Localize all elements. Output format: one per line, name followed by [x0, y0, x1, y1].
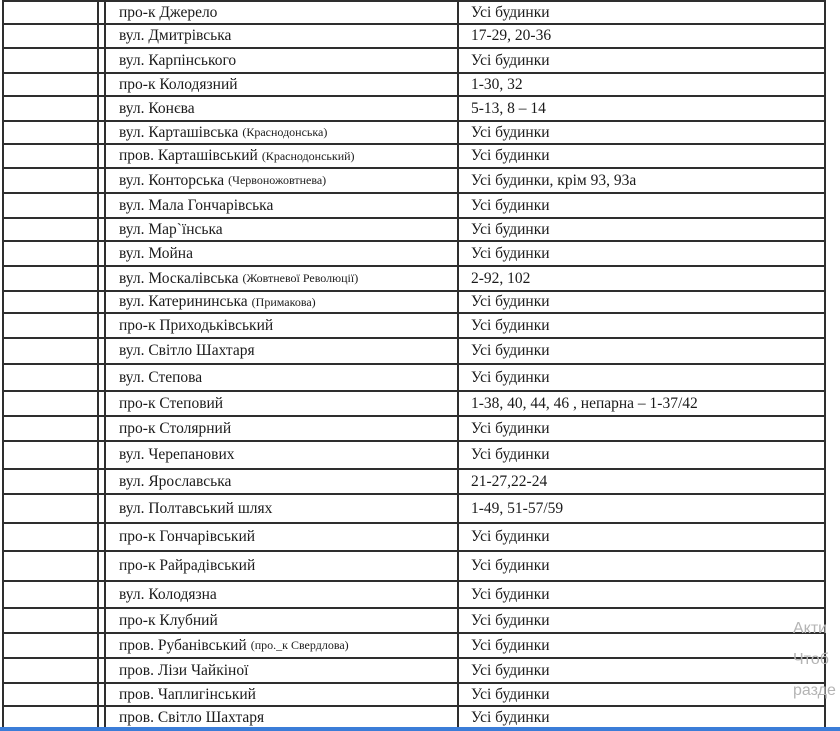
street-name: вул. Мар`їнська [119, 220, 223, 238]
houses-cell: Усі будинки [457, 292, 826, 312]
street-name: вул. Конторська [119, 171, 225, 189]
houses-cell: Усі будинки [457, 2, 826, 23]
street-cell [104, 524, 457, 550]
street-cell [104, 339, 457, 363]
houses-cell: Усі будинки [457, 659, 826, 682]
street-name: вул. Черепанових [119, 446, 235, 463]
table-row [2, 552, 826, 582]
street-alt-name: (Жовтневої Революції) [242, 271, 359, 285]
street-cell [104, 609, 457, 632]
table-row [2, 392, 826, 417]
empty-left-cell [2, 684, 99, 705]
street-cell [104, 194, 457, 217]
street-name: про-к Колодязний [119, 75, 238, 93]
street-cell [104, 659, 457, 682]
table-row [2, 292, 826, 314]
watermark-line: Чтоб [793, 651, 829, 668]
street-cell [104, 25, 457, 47]
empty-left-cell [2, 609, 99, 632]
empty-left-cell [2, 582, 99, 607]
empty-left-cell [2, 122, 99, 143]
houses-cell: Усі будинки, крім 93, 93а [457, 169, 826, 192]
table-row [2, 49, 826, 74]
empty-left-cell [2, 442, 99, 468]
empty-left-cell [2, 417, 99, 440]
street-cell [104, 97, 457, 120]
table-row [2, 242, 826, 267]
street-alt-name: (Примакова) [251, 294, 316, 309]
watermark-line: разде [793, 682, 836, 699]
street-cell [104, 365, 457, 390]
street-name: вул. Світло Шахтаря [119, 342, 255, 359]
empty-left-cell [2, 659, 99, 682]
street-name: вул. Полтавський шлях [119, 499, 273, 517]
street-name: вул. Ярославська [119, 472, 232, 490]
empty-left-cell [2, 392, 99, 415]
bottom-blue-bar [0, 727, 840, 731]
street-alt-name: (про._к Свердлова) [250, 638, 349, 652]
houses-cell: Усі будинки [457, 582, 826, 607]
street-name: пров. Карташівський [119, 147, 258, 164]
houses-cell: Усі будинки [457, 314, 826, 337]
street-cell [104, 169, 457, 192]
street-name: вул. Москалівська [119, 269, 239, 287]
houses-cell: 21-27,22-24 [457, 470, 826, 493]
houses-cell: Усі будинки [457, 49, 826, 72]
empty-left-cell [2, 49, 99, 72]
empty-left-cell [2, 339, 99, 363]
street-name: вул. Катерининська [119, 293, 248, 310]
street-name: про-к Степовий [119, 394, 224, 412]
houses-cell: 17-29, 20-36 [457, 25, 826, 47]
houses-cell: Усі будинки [457, 417, 826, 440]
table-row [2, 609, 826, 634]
street-cell [104, 2, 457, 23]
table-row [2, 634, 826, 659]
houses-cell: Усі будинки [457, 194, 826, 217]
table-row [2, 169, 826, 194]
table-row [2, 25, 826, 49]
table-row [2, 314, 826, 339]
street-name: про-к Приходьківський [119, 316, 274, 334]
houses-cell: Усі будинки [457, 145, 826, 167]
street-alt-name: (Краснодонський) [261, 148, 355, 163]
table-row [2, 194, 826, 219]
street-cell [104, 145, 457, 167]
houses-cell: Усі будинки [457, 634, 826, 657]
street-name: про-к Гончарівський [119, 528, 256, 545]
table-row [2, 267, 826, 292]
street-cell [104, 122, 457, 143]
street-cell [104, 292, 457, 312]
empty-left-cell [2, 74, 99, 95]
empty-left-cell [2, 267, 99, 290]
houses-cell: Усі будинки [457, 552, 826, 580]
street-cell [104, 495, 457, 522]
empty-left-cell [2, 634, 99, 657]
street-cell [104, 707, 457, 728]
table-row [2, 145, 826, 169]
houses-cell: 5-13, 8 – 14 [457, 97, 826, 120]
houses-cell: Усі будинки [457, 339, 826, 363]
empty-left-cell [2, 169, 99, 192]
empty-left-cell [2, 242, 99, 265]
houses-cell: 1-49, 51-57/59 [457, 495, 826, 522]
houses-cell: Усі будинки [457, 242, 826, 265]
houses-cell: Усі будинки [457, 122, 826, 143]
street-name: пров. Світло Шахтаря [119, 708, 265, 726]
street-name: пров. Рубанівський [119, 636, 247, 654]
table-row [2, 2, 826, 25]
table-row [2, 219, 826, 242]
street-cell [104, 314, 457, 337]
street-cell [104, 392, 457, 415]
houses-cell: Усі будинки [457, 707, 826, 728]
houses-cell: 1-38, 40, 44, 46 , непарна – 1-37/42 [457, 392, 826, 415]
empty-left-cell [2, 97, 99, 120]
street-name: вул. Мала Гончарівська [119, 196, 274, 214]
table-row [2, 97, 826, 122]
street-name: вул. Степова [119, 368, 203, 386]
table-row [2, 339, 826, 365]
empty-left-cell [2, 314, 99, 337]
houses-cell: Усі будинки [457, 365, 826, 390]
street-cell [104, 442, 457, 468]
table-row [2, 122, 826, 145]
street-cell [104, 74, 457, 95]
street-name: вул. Конєва [119, 99, 195, 117]
empty-left-cell [2, 145, 99, 167]
empty-left-cell [2, 524, 99, 550]
empty-left-cell [2, 25, 99, 47]
street-name: про-к Клубний [119, 611, 218, 629]
table-row [2, 470, 826, 495]
empty-left-cell [2, 194, 99, 217]
street-name: вул. Дмитрівська [119, 27, 232, 44]
houses-cell: Усі будинки [457, 442, 826, 468]
table-row [2, 582, 826, 609]
street-cell [104, 684, 457, 705]
street-name: вул. Карпінського [119, 51, 237, 69]
empty-left-cell [2, 219, 99, 240]
street-name: вул. Мойна [119, 244, 193, 262]
street-cell [104, 470, 457, 493]
street-name: пров. Чаплигінський [119, 685, 256, 703]
street-cell [104, 267, 457, 290]
street-name: про-к Джерело [119, 3, 218, 21]
street-name: пров. Лізи Чайкіної [119, 661, 249, 679]
watermark-line: Акти [793, 620, 828, 637]
street-cell [104, 49, 457, 72]
houses-cell: Усі будинки [457, 609, 826, 632]
table-row [2, 524, 826, 552]
street-cell [104, 634, 457, 657]
empty-left-cell [2, 707, 99, 728]
table-row [2, 74, 826, 97]
empty-left-cell [2, 552, 99, 580]
street-alt-name: (Червоножовтнева) [228, 173, 327, 187]
empty-left-cell [2, 470, 99, 493]
empty-left-cell [2, 292, 99, 312]
street-cell [104, 219, 457, 240]
street-cell [104, 552, 457, 580]
empty-left-cell [2, 365, 99, 390]
street-cell [104, 242, 457, 265]
empty-left-cell [2, 2, 99, 23]
activation-watermark [793, 613, 840, 706]
houses-cell: 1-30, 32 [457, 74, 826, 95]
houses-cell: Усі будинки [457, 524, 826, 550]
street-name: про-к Райрадівський [119, 557, 256, 574]
streets-table [2, 0, 826, 730]
table-row [2, 417, 826, 442]
houses-cell: Усі будинки [457, 219, 826, 240]
table-row [2, 684, 826, 707]
street-name: вул. Карташівська [119, 123, 239, 141]
table-row [2, 442, 826, 470]
table-row [2, 365, 826, 392]
table-row [2, 495, 826, 524]
street-name: про-к Столярний [119, 419, 232, 437]
street-name: вул. Колодязна [119, 585, 217, 603]
houses-cell: 2-92, 102 [457, 267, 826, 290]
street-cell [104, 417, 457, 440]
street-cell [104, 582, 457, 607]
houses-cell: Усі будинки [457, 684, 826, 705]
empty-left-cell [2, 495, 99, 522]
street-alt-name: (Краснодонська) [242, 125, 328, 139]
table-row [2, 659, 826, 684]
